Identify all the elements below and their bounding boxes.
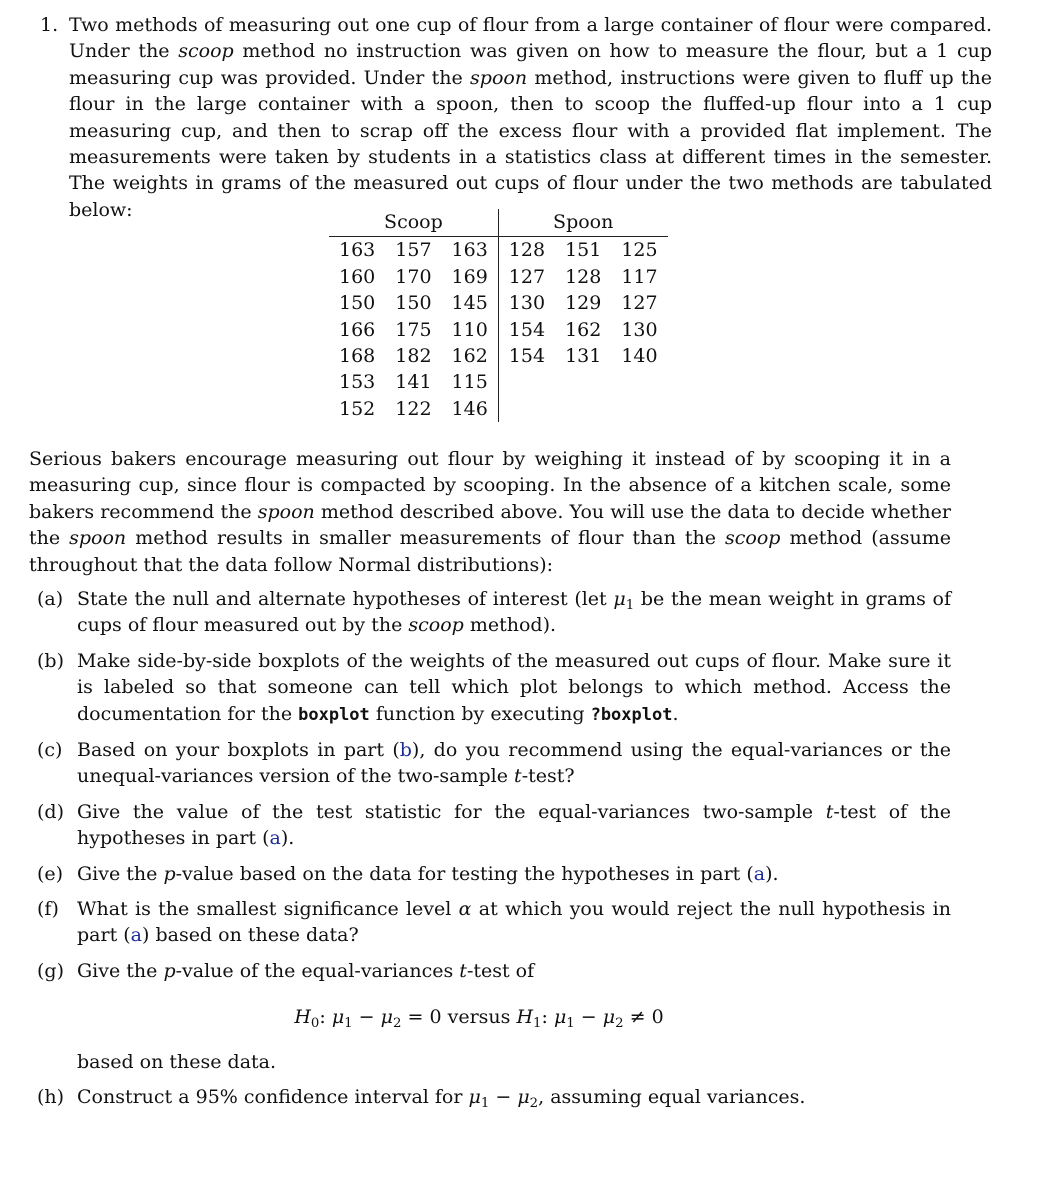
text-run: . xyxy=(672,702,679,725)
italic-text: t xyxy=(825,800,834,823)
text-run: method described above. You will use the data to decide whether the xyxy=(29,500,951,550)
text-run: Make side-by-side boxplots of the weights of the measured out cups of flour. Make sure it is labeled so that someone can tell which plot belongs to which method. Access the documentation for the xyxy=(77,649,951,725)
text-run: Give the xyxy=(77,862,164,885)
code-text: ?boxplot xyxy=(590,704,673,725)
spoon-cell xyxy=(498,369,555,395)
spoon-cell: 130 xyxy=(498,290,555,316)
italic-text: scoop xyxy=(408,614,464,637)
table-row xyxy=(329,317,668,343)
scoop-cell: 146 xyxy=(451,397,488,420)
spoon-cell: 129 xyxy=(565,292,602,315)
part-text xyxy=(77,958,951,984)
scoop-cell: 182 xyxy=(395,345,432,368)
text-run: method). xyxy=(463,614,557,637)
text-run: -test of the hypotheses in part ( xyxy=(77,800,951,850)
text-run: method results in smaller measurements of flour than the xyxy=(126,527,726,550)
text-run: Construct a 95% confidence interval for xyxy=(77,1086,469,1109)
scoop-cell: 110 xyxy=(451,318,488,341)
table-row xyxy=(329,237,668,264)
scoop-cell: 153 xyxy=(339,371,376,394)
text-run: ≠ 0 xyxy=(623,1006,664,1029)
question-part xyxy=(37,648,951,728)
italic-text: spoon xyxy=(69,527,127,550)
italic-text: μ xyxy=(613,588,626,610)
text-run: = 0 versus xyxy=(401,1006,517,1029)
text-run: ). xyxy=(765,862,779,885)
question-part xyxy=(37,737,951,790)
spoon-cell: 154 xyxy=(498,343,555,369)
text-run: Give the value of the test statistic for the equal-variances two-sample xyxy=(77,800,826,823)
scoop-cell: 166 xyxy=(339,318,376,341)
scoop-cell: 162 xyxy=(451,345,488,368)
part-label: (b) xyxy=(37,649,64,672)
subscript: 1 xyxy=(625,597,635,613)
text-run: Based on your boxplots in part ( xyxy=(77,739,400,762)
spoon-cell: 131 xyxy=(565,345,602,368)
question-parts xyxy=(37,586,951,1120)
scoop-cell: 160 xyxy=(339,265,376,288)
text-run: -test of xyxy=(466,959,535,982)
text-run: be the mean weight in grams of cups of flour measured out by the xyxy=(77,588,951,637)
text-run: Serious bakers encourage measuring out flour by weighing it instead of by scooping it in a measuring cup, since flour is compacted by scooping. In the absence of a kitchen scale, some bakers recommend the xyxy=(29,448,951,523)
problem-intro xyxy=(69,12,992,223)
italic-text: α xyxy=(458,898,472,921)
part-reference: a xyxy=(753,862,766,885)
text-run: -value of the equal-variances xyxy=(175,959,460,982)
scoop-cell: 115 xyxy=(451,371,488,394)
question-part xyxy=(37,1084,951,1110)
italic-text: t xyxy=(514,765,522,788)
subscript: 2 xyxy=(529,1096,539,1112)
spoon-cell: 127 xyxy=(621,292,658,315)
question-part xyxy=(37,861,951,887)
text-run: , assuming equal variances. xyxy=(538,1086,806,1109)
text-run: -value based on the data for testing the hypotheses in part ( xyxy=(175,862,754,885)
spoon-column-header: Spoon xyxy=(498,209,667,237)
italic-text: scoop xyxy=(178,40,234,63)
italic-text: scoop xyxy=(725,527,781,550)
subscript: 2 xyxy=(615,1016,624,1032)
spoon-cell xyxy=(611,396,667,422)
part-label: (g) xyxy=(37,959,64,982)
text-run: State the null and alternate hypotheses of interest (let xyxy=(77,588,614,610)
spoon-cell: 127 xyxy=(498,264,555,290)
part-label: (a) xyxy=(37,588,64,610)
scoop-column-header: Scoop xyxy=(384,211,443,233)
context-paragraph xyxy=(29,446,951,578)
spoon-cell: 151 xyxy=(565,239,602,262)
subscript: 2 xyxy=(393,1016,402,1032)
italic-text: μ xyxy=(602,1006,616,1029)
spoon-cell: 130 xyxy=(621,318,658,341)
italic-text: H xyxy=(516,1006,534,1029)
spoon-cell: 128 xyxy=(498,237,555,264)
problem-document xyxy=(40,12,992,223)
flour-weights-table xyxy=(329,209,668,422)
part-continuation: based on these data. xyxy=(77,1050,277,1073)
italic-text: spoon xyxy=(470,66,528,89)
scoop-cell: 150 xyxy=(339,292,376,315)
part-text xyxy=(77,799,951,852)
scoop-cell: 141 xyxy=(395,371,432,394)
italic-text: μ xyxy=(553,1006,567,1029)
part-reference: a xyxy=(130,924,142,947)
table-row xyxy=(329,369,668,395)
part-text xyxy=(77,586,951,639)
subscript: 1 xyxy=(566,1016,575,1032)
spoon-cell: 125 xyxy=(621,239,658,262)
text-run: − xyxy=(352,1006,381,1029)
spoon-cell: 154 xyxy=(498,317,555,343)
spoon-cell: 162 xyxy=(565,318,602,341)
table-row xyxy=(329,396,668,422)
italic-text: μ xyxy=(380,1006,393,1029)
text-run: : xyxy=(541,1006,554,1029)
scoop-cell: 170 xyxy=(395,265,432,288)
part-label: (h) xyxy=(37,1086,65,1109)
spoon-cell xyxy=(611,369,667,395)
scoop-cell: 152 xyxy=(339,397,376,420)
part-label: (f) xyxy=(37,898,59,921)
scoop-cell: 175 xyxy=(395,318,432,341)
text-run: at which you would reject the null hypothesis in part ( xyxy=(77,898,951,947)
data-table-wrapper xyxy=(329,209,668,422)
text-run: ) based on these data? xyxy=(142,924,359,947)
scoop-cell: 150 xyxy=(395,292,432,315)
scoop-cell: 169 xyxy=(451,265,488,288)
text-run: -test? xyxy=(521,765,575,788)
scoop-cell: 145 xyxy=(451,292,488,315)
italic-text: μ xyxy=(331,1006,345,1029)
part-text xyxy=(77,861,951,887)
text-run: ), do you recommend using the equal-variances or the unequal-variances version of the two-sample xyxy=(77,739,951,788)
part-reference: b xyxy=(399,739,412,762)
part-text xyxy=(77,737,951,790)
part-text xyxy=(77,1084,951,1110)
text-run: Two methods of measuring out one cup of flour from a large container of flour were compared. Under the xyxy=(69,14,992,63)
part-label: (e) xyxy=(37,862,64,885)
spoon-cell xyxy=(498,396,555,422)
text-run: − xyxy=(574,1006,603,1029)
subscript: 1 xyxy=(344,1016,353,1032)
text-run: Give the xyxy=(77,959,164,982)
question-part xyxy=(37,586,951,639)
table-body xyxy=(329,237,668,422)
question-part xyxy=(37,958,951,1075)
hypotheses-display xyxy=(77,1004,951,1030)
scoop-cell: 163 xyxy=(451,239,488,262)
table-row xyxy=(329,290,668,316)
text-run: What is the smallest significance level xyxy=(77,898,459,921)
scoop-cell: 163 xyxy=(339,239,376,262)
scoop-cell: 157 xyxy=(395,239,432,262)
italic-text: spoon xyxy=(257,500,315,523)
question-part xyxy=(37,896,951,949)
part-text xyxy=(77,648,951,728)
text-run: ). xyxy=(280,827,295,850)
subscript: 0 xyxy=(310,1016,320,1032)
part-text xyxy=(77,896,951,949)
part-label: (c) xyxy=(37,739,63,762)
problem-1 xyxy=(40,12,992,223)
code-text: boxplot xyxy=(298,704,370,725)
text-run: function by executing xyxy=(369,702,591,725)
text-run: method, instructions were given to fluff up the flour in the large container with a spoon, then to scoop the fluffed-up flour into a 1 cup measuring cup, and then to scrap off the excess flour with a provided flat implement. The measurements were taken by students in a statistics class at different times in the semester. The weights in grams of the measured out cups of flour under the two methods are tabulated below: xyxy=(69,66,992,221)
italic-text: p xyxy=(163,862,176,885)
table-row xyxy=(329,264,668,290)
question-part xyxy=(37,799,951,852)
text-run: method (assume throughout that the data follow Normal distributions): xyxy=(29,527,951,576)
italic-text: μ xyxy=(517,1086,530,1109)
scoop-cell: 168 xyxy=(339,345,376,368)
text-run: − xyxy=(489,1086,518,1109)
table-row xyxy=(329,343,668,369)
spoon-cell xyxy=(555,396,611,422)
spoon-cell: 117 xyxy=(621,265,658,288)
text-run: : xyxy=(319,1006,332,1029)
part-reference: a xyxy=(269,827,281,850)
spoon-cell: 128 xyxy=(565,265,602,288)
subscript: 1 xyxy=(480,1096,490,1112)
problem-number: 1. xyxy=(40,14,59,36)
part-label: (d) xyxy=(37,800,64,823)
spoon-cell: 140 xyxy=(621,345,658,368)
text-run: method no instruction was given on how to measure the flour, but a 1 cup measuring cup was provided. Under the xyxy=(69,40,993,89)
italic-text: μ xyxy=(468,1086,481,1109)
scoop-cell: 122 xyxy=(395,397,432,420)
italic-text: t xyxy=(459,959,467,982)
subscript: 1 xyxy=(533,1016,542,1032)
italic-text: H xyxy=(294,1006,311,1029)
spoon-cell xyxy=(555,369,611,395)
italic-text: p xyxy=(163,959,176,982)
